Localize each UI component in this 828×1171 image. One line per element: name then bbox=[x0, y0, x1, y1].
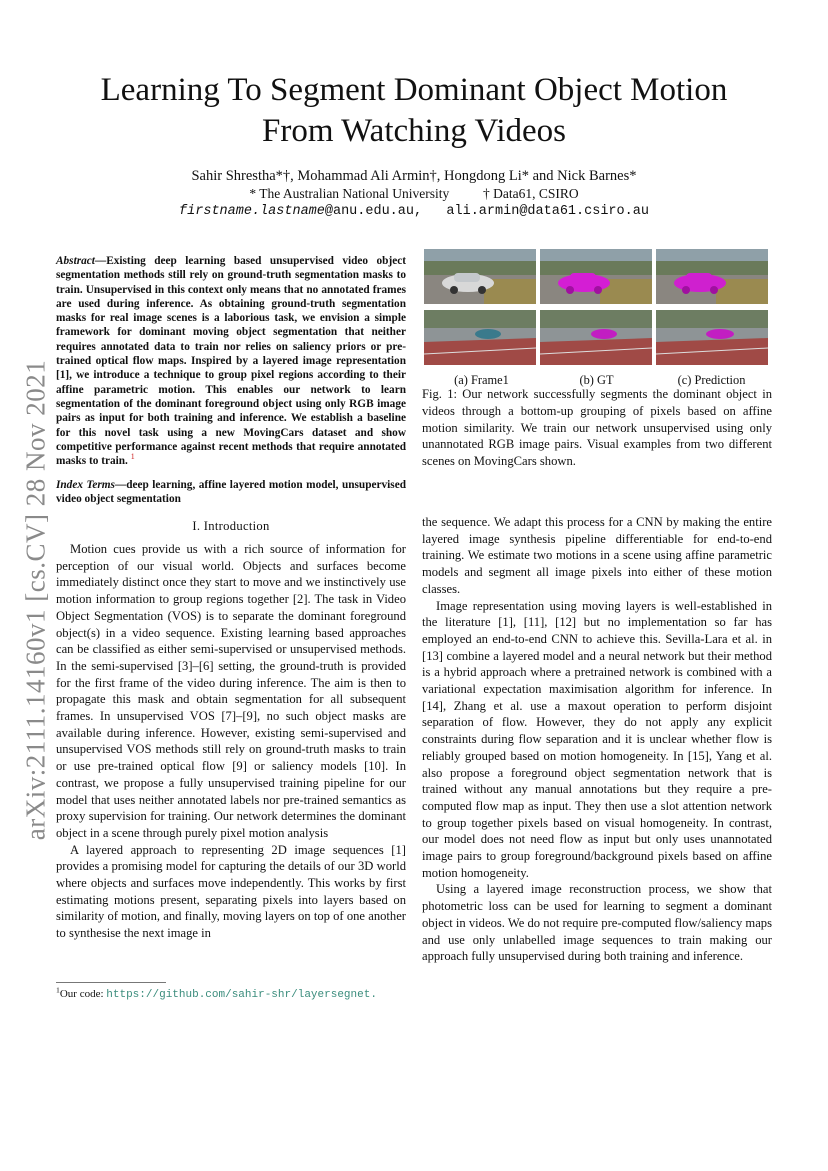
affiliation-anu: * The Australian National University bbox=[249, 186, 450, 201]
footnote-mark: 1 bbox=[56, 985, 60, 995]
gt-scene2-image bbox=[540, 310, 652, 365]
intro-paragraph: Motion cues provide us with a rich source of information for perception of our visual world. Objects and surfaces become immediately distinct once they start to move and we instinctively use motion information to group regions together [2]. The task in Video Object Segmentation (VOS) is to separate the dominant foreground object(s) in a video sequence. Existing learning based approaches can be classified as either semi-supervised or unsupervised methods. In the semi-supervised [3]–[6] setting, the ground-truth is provided for the first frame of the video during inference. The aim is then to propagate this mask and obtain segmentation for all subsequent frames. In unsupervised VOS [7]–[9], no such object masks are available during inference. However, existing semi-supervised and unsupervised VOS methods still rely on ground-truth masks to train or use pre-trained optical flow [9] or saliency models [10]. In contrast, we propose a fully unsupervised training pipeline for our model that uses neither annotated labels nor pre-trained semantics as proxy supervision for training. Our network determines the dominant object in a scene through purely pixel motion analysis bbox=[56, 542, 406, 840]
affiliations bbox=[0, 186, 828, 202]
footnote-rule bbox=[56, 982, 166, 983]
subfigure-label-a: (a) Frame1 bbox=[454, 373, 509, 387]
index-terms bbox=[56, 478, 406, 507]
figure-1 bbox=[424, 249, 769, 388]
abstract bbox=[56, 254, 406, 468]
intro-paragraph: the sequence. We adapt this process for a CNN by making the entire layered image synthesis pipeline differentiable for end-to-end training. We estimate two motions in a scene using affine parametric models and segment all image pixels into either of these motion classes. bbox=[422, 515, 772, 596]
abstract-text: —Existing deep learning based unsupervised video object segmentation methods still rely on ground-truth segmentation masks to train. Unsupervised in this context only means that no annotated frames are used during inference. As obtaining ground-truth segmentation masks for real image scenes is a laborious task, we envision a simple framework for dominant moving object segmentation that neither requires annotated data to train nor relies on saliency priors or pre-trained optical flow maps. Inspired by a layered image representation [1], we introduce a technique to group pixel regions according to their affine parametric motion. This enables our network to learn segmentation of the dominant foreground object using only RGB image pairs as input for both training and inference. We establish a baseline for this novel task using a new MovingCars dataset and show competitive performance against recent methods that require annotated masks to train. bbox=[56, 255, 406, 468]
index-terms-text: —deep learning, affine layered motion model, unsupervised video object segmentation bbox=[56, 479, 406, 506]
prediction-scene1-image bbox=[656, 249, 768, 304]
footnote bbox=[56, 985, 377, 1001]
intro-paragraph: A layered approach to representing 2D image sequences [1] provides a promising model for capturing the details of our 3D world where objects and surfaces move independently. This works by first estimating motions present, separating pixels into layers based on similarity of motion, and finally, moving layers on top of one another to synthesise the next image in bbox=[56, 842, 406, 941]
subfigure-label-b: (b) GT bbox=[579, 373, 614, 387]
index-terms-label: Index Terms bbox=[56, 479, 115, 491]
arxiv-watermark bbox=[16, 330, 56, 870]
prediction-scene2-image bbox=[656, 310, 768, 365]
intro-paragraph: Image representation using moving layers is well-established in the literature [1], [11], [12] but no implementation so far has employed an end-to-end CNN to achieve this. Sevilla-Lara et al. in [13] combine a layered model and a neural network but their method is a hybrid approach where a pretrained network is combined with a variational expectation maximisation algorithm for inference. In [14], Zhang et al. use a maxout operation to perform disjoint separation of flow. However, they do not apply any explicit constraints during flow separation and it is unclear whether flow is reliably grouped based on motion homogeneity. In [15], Yang et al. also propose a foreground object segmentation network that is trained without any manual annotations but they require a pre-computed flow map as input. They then use a slot attention network to group together pixels based on visual homogeneity. In contrast, our model does not need flow as input but only uses unannotated image pairs to group foreground/background pixels based on affine motion homogeneity. bbox=[422, 598, 772, 880]
email-1-user: firstname.lastname bbox=[179, 204, 325, 219]
intro-right-column bbox=[422, 514, 772, 965]
arxiv-id: arXiv:2111.14160v1 [cs.CV] 28 Nov 2021 bbox=[20, 359, 51, 841]
affiliation-data61: † Data61, CSIRO bbox=[483, 186, 579, 201]
abstract-label: Abstract bbox=[56, 255, 95, 267]
gt-scene1-image bbox=[540, 249, 652, 304]
author-list: Sahir Shrestha*†, Mohammad Ali Armin†, Hongdong Li* and Nick Barnes* bbox=[191, 168, 637, 184]
title-line-1: Learning To Segment Dominant Object Motion bbox=[100, 72, 728, 108]
abstract-footnote-mark: 1 bbox=[130, 452, 135, 462]
subfigure-label-c: (c) Prediction bbox=[677, 373, 746, 387]
frame1-scene1-image bbox=[424, 249, 536, 304]
figure-caption: Fig. 1: Our network successfully segments the dominant object in videos through a bottom-up grouping of pixels based on affine motion similarity. We train our network unsupervised using only unannotated RGB image pairs. Visual examples from two different scenes on MovingCars shown. bbox=[422, 387, 772, 469]
footnote-text: Our code: bbox=[59, 988, 107, 1000]
paper-title bbox=[0, 70, 828, 152]
email-2: ali.armin@data61.csiro.au bbox=[446, 204, 649, 219]
title-line-2: From Watching Videos bbox=[262, 113, 566, 149]
code-link[interactable]: https://github.com/sahir-shr/layersegnet. bbox=[106, 989, 377, 1001]
frame1-scene2-image bbox=[424, 310, 536, 365]
intro-paragraph: Using a layered image reconstruction process, we show that photometric loss can be used for learning to segment a dominant object in videos. We do not require pre-computed flow/saliency maps and use only unlabelled image sequences to train making our approach fully unsupervised during both training and inference. bbox=[422, 882, 772, 964]
author-emails bbox=[0, 204, 828, 219]
email-1-domain: @anu.edu.au, bbox=[324, 204, 423, 219]
section-heading: I. Introduction bbox=[192, 519, 270, 533]
intro-left-column bbox=[56, 541, 406, 942]
